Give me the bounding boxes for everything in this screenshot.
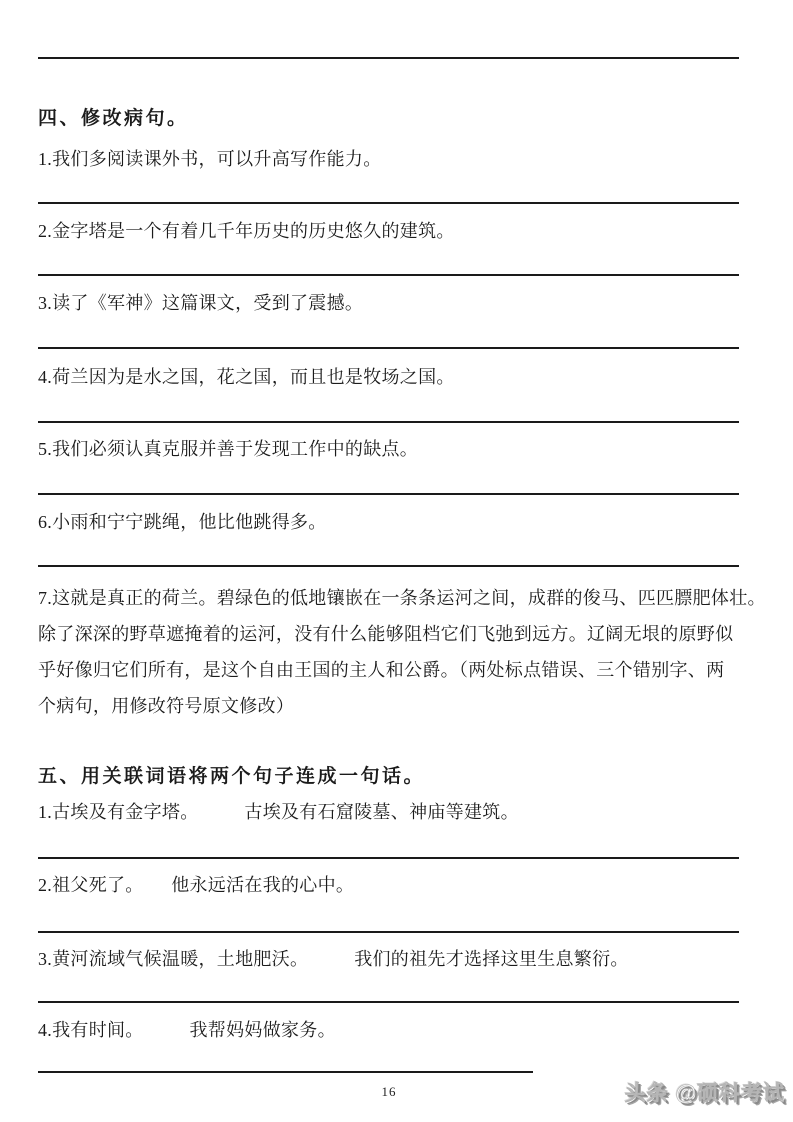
revision-item-2: 2.金字塔是一个有着几千年历史的历史悠久的建筑。 [38, 221, 455, 241]
combine-item-2: 2.祖父死了。 他永远活在我的心中。 [38, 875, 355, 895]
answer-blank-line [38, 421, 739, 423]
combine-item-3: 3.黄河流域气候温暖，土地肥沃。 我们的祖先才选择这里生息繁衍。 [38, 949, 629, 969]
answer-blank-line [38, 1001, 739, 1003]
paragraph-line: 除了深深的野草遮掩着的运河，没有什么能够阻档它们飞弛到远方。辽阔无垠的原野似 [38, 624, 734, 644]
answer-blank-line [38, 565, 739, 567]
answer-blank-line [38, 202, 739, 204]
answer-blank-line [38, 857, 739, 859]
revision-item-1: 1.我们多阅读课外书，可以升高写作能力。 [38, 149, 382, 169]
revision-item-6: 6.小雨和宁宁跳绳，他比他跳得多。 [38, 512, 327, 532]
answer-blank-line [38, 493, 739, 495]
page-number: 16 [381, 1084, 397, 1099]
revision-item-7 [38, 580, 774, 724]
answer-blank-line [38, 57, 739, 59]
answer-blank-line [38, 274, 739, 276]
paragraph-line: 个病句，用修改符号原文修改） [38, 696, 295, 716]
answer-blank-line [38, 347, 739, 349]
toutiao-watermark: 头条 @硕科考试 [624, 1082, 785, 1105]
section-five-heading: 五、用关联词语将两个句子连成一句话。 [38, 766, 426, 787]
combine-item-1: 1.古埃及有金字塔。 古埃及有石窟陵墓、神庙等建筑。 [38, 802, 519, 822]
answer-blank-line [38, 931, 739, 933]
section-four-heading: 四、修改病句。 [38, 108, 189, 129]
revision-item-5: 5.我们必须认真克服并善于发现工作中的缺点。 [38, 439, 419, 459]
paragraph-line: 7.这就是真正的荷兰。碧绿色的低地镶嵌在一条条运河之间，成群的俊马、匹匹膘肥体壮。 [38, 588, 766, 608]
revision-item-3: 3.读了《军神》这篇课文，受到了震撼。 [38, 293, 364, 313]
paragraph-line: 乎好像归它们所有，是这个自由王国的主人和公爵。（两处标点错误、三个错别字、两 [38, 660, 725, 680]
revision-item-4: 4.荷兰因为是水之国，花之国，而且也是牧场之国。 [38, 367, 455, 387]
combine-item-4: 4.我有时间。 我帮妈妈做家务。 [38, 1020, 336, 1040]
answer-blank-line [38, 1071, 533, 1073]
